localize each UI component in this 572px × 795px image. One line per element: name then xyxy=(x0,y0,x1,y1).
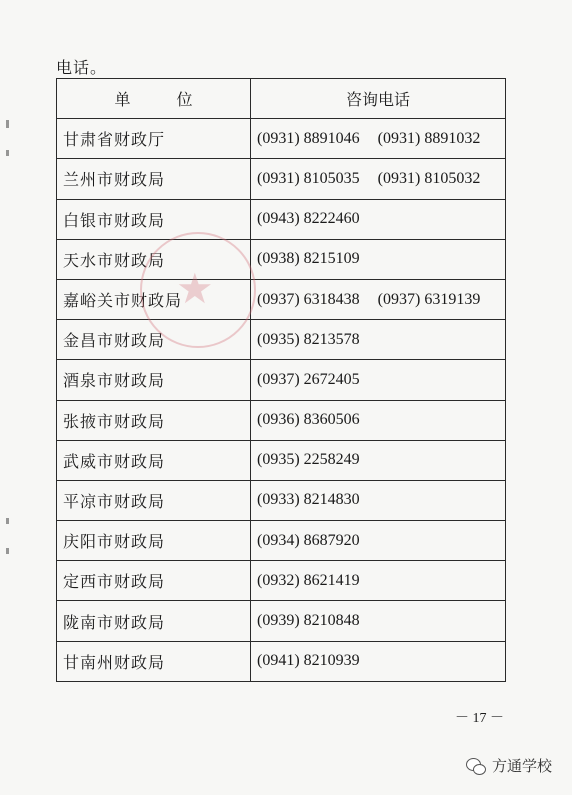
phone-number-primary: (0939) 8210848 xyxy=(257,612,360,630)
table-row xyxy=(57,480,506,520)
phone-number-primary: (0935) 8213578 xyxy=(257,330,360,348)
table-row xyxy=(57,561,506,601)
phone-cell xyxy=(251,119,506,159)
phone-cell xyxy=(251,561,506,601)
unit-name-cell: 嘉峪关市财政局 xyxy=(57,279,251,319)
phone-number-primary: (0933) 8214830 xyxy=(257,491,360,509)
scan-edge-mark xyxy=(6,150,9,156)
phone-cell xyxy=(251,601,506,641)
phone-number-primary: (0938) 8215109 xyxy=(257,250,360,268)
table-row xyxy=(57,440,506,480)
unit-name-cell: 金昌市财政局 xyxy=(57,320,251,360)
phone-number-primary: (0932) 8621419 xyxy=(257,571,360,589)
header-unit-char-1: 单 xyxy=(114,90,131,110)
table-row xyxy=(57,279,506,319)
scan-edge-mark xyxy=(6,120,9,128)
unit-name-cell: 天水市财政局 xyxy=(57,239,251,279)
header-unit xyxy=(57,79,251,119)
phone-number-primary: (0931) 8105035 xyxy=(257,169,360,187)
phone-number-secondary: (0937) 6319139 xyxy=(377,290,481,308)
unit-name-cell: 平凉市财政局 xyxy=(57,480,251,520)
unit-name-cell: 庆阳市财政局 xyxy=(57,521,251,561)
phone-number-primary: (0936) 8360506 xyxy=(257,411,360,429)
phone-cell xyxy=(251,279,506,319)
table-row xyxy=(57,119,506,159)
scan-edge-mark xyxy=(6,548,9,554)
watermark-text: 方通学校 xyxy=(492,757,553,775)
phone-cell xyxy=(251,521,506,561)
phone-cell xyxy=(251,159,506,199)
phone-cell xyxy=(251,480,506,520)
table-row xyxy=(57,320,506,360)
unit-name-cell: 兰州市财政局 xyxy=(57,159,251,199)
contact-table xyxy=(56,78,506,682)
phone-number-primary: (0931) 8891046 xyxy=(257,129,360,147)
table-row xyxy=(57,159,506,199)
phone-cell xyxy=(251,641,506,681)
unit-name-cell: 甘肃省财政厅 xyxy=(57,119,251,159)
table-row xyxy=(57,199,506,239)
phone-cell xyxy=(251,239,506,279)
phone-number-primary: (0943) 8222460 xyxy=(257,210,360,228)
wechat-icon xyxy=(466,756,486,776)
table-row xyxy=(57,641,506,681)
phone-cell xyxy=(251,440,506,480)
source-watermark xyxy=(466,755,552,776)
phone-cell xyxy=(251,199,506,239)
table-header-row xyxy=(57,79,506,119)
table-row xyxy=(57,239,506,279)
seal-star-icon: ★ xyxy=(176,264,214,313)
phone-number-secondary: (0931) 8891032 xyxy=(377,129,481,147)
unit-name-cell: 白银市财政局 xyxy=(57,199,251,239)
phone-number-secondary: (0931) 8105032 xyxy=(377,169,481,187)
page-number: － 17 － xyxy=(455,711,504,726)
unit-name-cell: 张掖市财政局 xyxy=(57,400,251,440)
phone-number-primary: (0934) 8687920 xyxy=(257,531,360,549)
intro-text: 电话。 xyxy=(56,58,108,77)
table-row xyxy=(57,601,506,641)
header-phone: 咨询电话 xyxy=(251,79,506,119)
phone-cell xyxy=(251,320,506,360)
table-row xyxy=(57,521,506,561)
phone-cell xyxy=(251,360,506,400)
unit-name-cell: 武威市财政局 xyxy=(57,440,251,480)
header-unit-char-2: 位 xyxy=(176,90,193,110)
phone-number-primary: (0937) 6318438 xyxy=(257,290,360,308)
unit-name-cell: 陇南市财政局 xyxy=(57,601,251,641)
table-row xyxy=(57,400,506,440)
phone-number-primary: (0937) 2672405 xyxy=(257,370,360,388)
phone-cell xyxy=(251,400,506,440)
unit-name-cell: 甘南州财政局 xyxy=(57,641,251,681)
phone-number-primary: (0935) 2258249 xyxy=(257,451,360,469)
phone-number-primary: (0941) 8210939 xyxy=(257,652,360,670)
table-row xyxy=(57,360,506,400)
unit-name-cell: 定西市财政局 xyxy=(57,561,251,601)
unit-name-cell: 酒泉市财政局 xyxy=(57,360,251,400)
scan-edge-mark xyxy=(6,518,9,524)
